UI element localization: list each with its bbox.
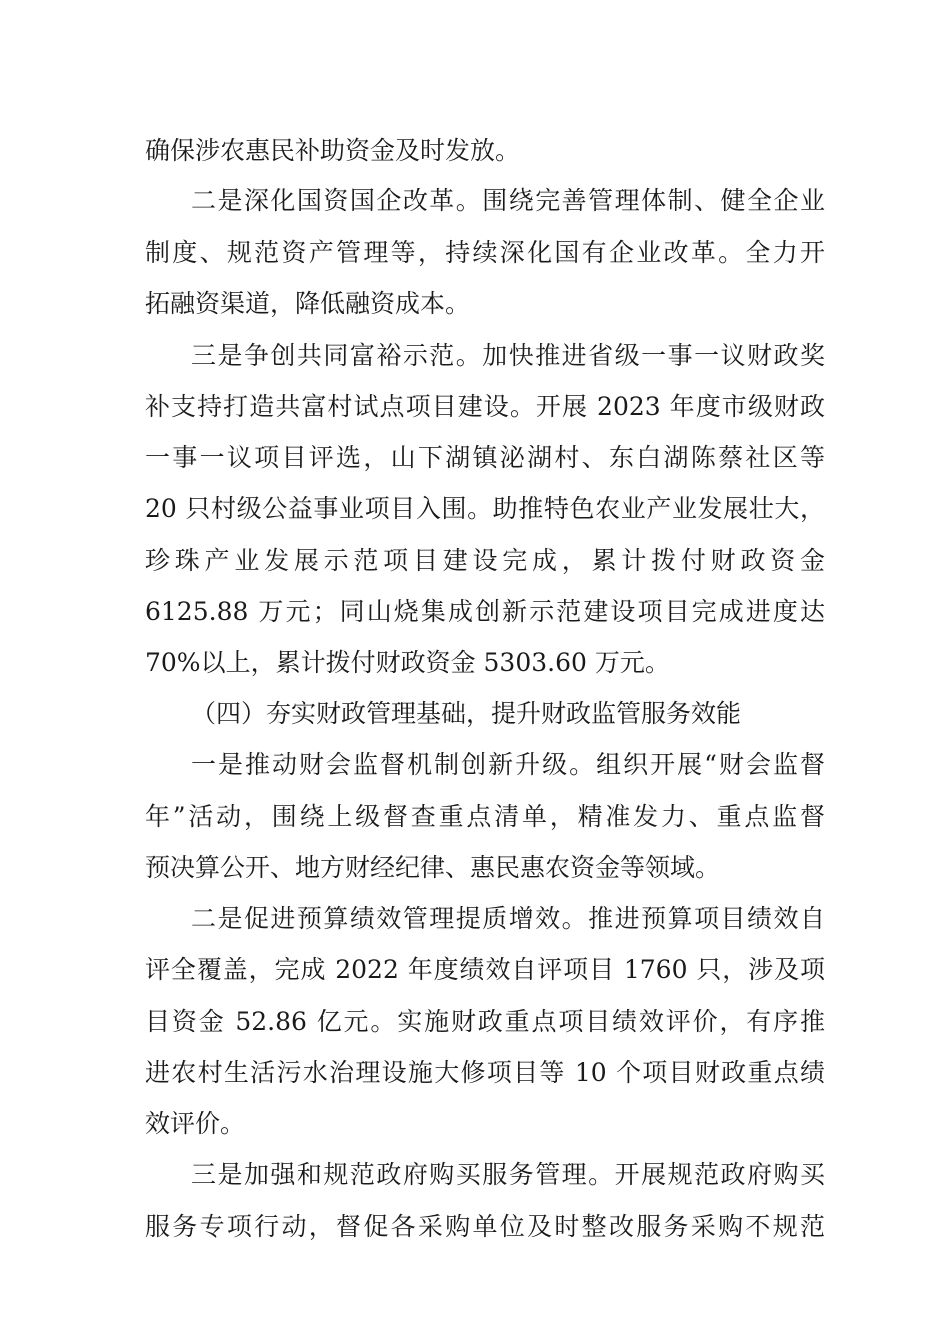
- text-line: 预决算公开、地方财经纪律、惠民惠农资金等领域。: [145, 853, 721, 882]
- text-line: 评全覆盖，完成 2022 年度绩效自评项目 1760 只，涉及项: [145, 955, 825, 984]
- paragraph-heading-line: 三是争创共同富裕示范。加快推进省级一事一议财政奖: [191, 341, 825, 370]
- text-line: 确保涉农惠民补助资金及时发放。: [145, 136, 521, 165]
- text-line: 进农村生活污水治理设施大修项目等 10 个项目财政重点绩: [145, 1058, 825, 1087]
- text-line: 6125.88 万元；同山烧集成创新示范建设项目完成进度达: [145, 597, 825, 626]
- text-line: 补支持打造共富村试点项目建设。开展 2023 年度市级财政: [145, 392, 825, 421]
- text-line: 一事一议项目评选，山下湖镇泌湖村、东白湖陈蔡社区等: [145, 443, 825, 472]
- text-line: 珍珠产业发展示范项目建设完成，累计拨付财政资金: [145, 546, 825, 575]
- paragraph-heading-line: 二是深化国资国企改革。围绕完善管理体制、健全企业: [191, 186, 825, 215]
- text-line: 年”活动，围绕上级督查重点清单，精准发力、重点监督: [145, 802, 825, 831]
- text-line: 拓融资渠道，降低融资成本。: [145, 289, 471, 318]
- text-line: 目资金 52.86 亿元。实施财政重点项目绩效评价，有序推: [145, 1007, 825, 1036]
- text-line: 70%以上，累计拨付财政资金 5303.60 万元。: [145, 648, 670, 677]
- text-line: 制度、规范资产管理等，持续深化国有企业改革。全力开: [145, 238, 825, 267]
- paragraph-heading-line: 二是促进预算绩效管理提质增效。推进预算项目绩效自: [191, 904, 825, 933]
- text-line: 服务专项行动，督促各采购单位及时整改服务采购不规范: [145, 1212, 825, 1241]
- text-line: 效评价。: [145, 1109, 246, 1138]
- section-heading: （四）夯实财政管理基础，提升财政监管服务效能: [191, 699, 742, 728]
- paragraph-heading-line: 一是推动财会监督机制创新升级。组织开展“财会监督: [191, 750, 825, 779]
- text-line: 20 只村级公益事业项目入围。助推特色农业产业发展壮大，: [145, 494, 825, 523]
- paragraph-heading-line: 三是加强和规范政府购买服务管理。开展规范政府购买: [191, 1160, 825, 1189]
